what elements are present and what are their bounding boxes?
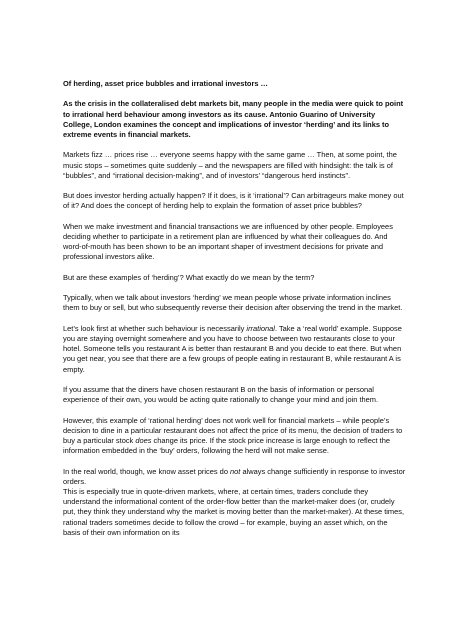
article-title: Of herding, asset price bubbles and irrational investors … xyxy=(63,79,268,88)
article-lead: As the crisis in the collateralised debt markets bit, many people in the media were quick to point to irrational herd behaviour among investors as its cause. Antonio Guarino of University College, London examines the concept and implications of investor ‘herding’ and its links to extreme events in financial markets. xyxy=(63,99,404,139)
paragraph: If you assume that the diners have chosen restaurant B on the basis of information or personal experience of their own, you would be acting quite rationally to change your mind and join them. xyxy=(63,384,379,405)
paragraph: But are these examples of ‘herding’? What exactly do we mean by the term? xyxy=(63,272,315,282)
paragraph: When we make investment and financial transactions we are influenced by other people. Employees deciding whether to participate in a retirement plan are influenced by what their colleagues do. And word-of-mouth has been shown to be an important shaper of investment decisions for private and professional investors alike. xyxy=(63,221,393,262)
paragraph: Markets fizz … prices rise … everyone seems happy with the same game … Then, at some point, the music stops – sometimes quite suddenly – and the newspapers are filled with hindsight: the talk is of “bubbles”, and “irrational decision-making”, and of investors’ “dangerous herd instincts”. xyxy=(63,150,397,180)
paragraph: This is especially true in quote-driven markets, where, at certain times, traders conclude they understand the informational content of the order-flow better than the market-maker does (or, crudely put, they think they understand why the market is moving better than the market-maker). At these times, rational traders sometimes decide to follow the crowd – for example, buying an asset which, on the basis of their own information on its xyxy=(63,486,405,537)
emphasis-text: does xyxy=(135,435,152,445)
paragraph xyxy=(63,416,406,457)
paragraph-text: . Take a ‘real world’ example. Suppose you are staying overnight somewhere and you have to choose between two restaurants close to your hotel. Someone tells you restaurant A is better than restaurant B and you decide to eat there. But when you get near, you see that there are a few groups of people eating in restaurant B, while restaurant A is empty. xyxy=(63,323,402,374)
paragraph-text: Let’s look first at whether such behaviour is necessarily xyxy=(63,323,247,333)
paragraph: But does investor herding actually happen? If it does, is it ‘irrational’? Can arbitrageurs make money out of it? And does the concept of herding help to explain the formation of asset price bubbles? xyxy=(63,191,404,211)
article-body xyxy=(63,79,406,548)
paragraph: Typically, when we talk about investors ‘herding’ we mean people whose private information inclines them to buy or sell, but who subsequently reverse their decision after observing the trend in the market. xyxy=(63,293,403,313)
emphasis-text: irrational xyxy=(246,323,275,333)
paragraph xyxy=(63,324,406,375)
paragraph-text: However, this example of ‘rational herding’ does not work well for financial markets – while people’s decision to dine in a particular restaurant does not affect the price of its menu, the decision of traders to buy a particular stock xyxy=(63,415,403,445)
emphasis-text: not xyxy=(230,466,241,476)
paragraph-text: In the real world, though, we know asset prices do xyxy=(63,466,231,476)
paragraph-text: always change sufficiently in response to investor orders. xyxy=(63,466,406,486)
paragraph-text: change its price. If the stock price increase is large enough to reflect the information embedded in the ‘buy’ orders, following the herd will not make sense. xyxy=(63,435,391,456)
paragraph xyxy=(63,467,406,487)
